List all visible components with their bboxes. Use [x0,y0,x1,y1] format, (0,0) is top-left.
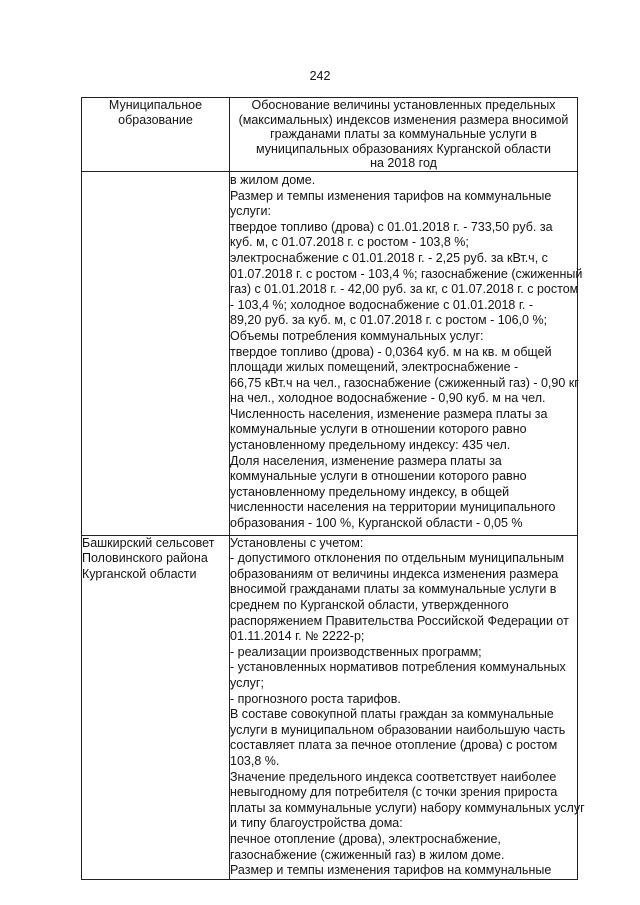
text-line: газоснабжение (сжиженный газ) в жилом доме. [230,847,505,862]
text-line: - установленных нормативов потребления коммунальных [230,660,566,675]
text-line: - допустимого отклонения по отдельным муниципальным [230,551,565,566]
text-line: образования - 100 %, Курганской области - 0,05 % [230,516,523,531]
text-line: Доля населения, изменение размера платы за [230,453,502,468]
text-line: платы за коммунальные услуги) набору коммунальных услуг [230,800,585,815]
text-line: Установлены с учетом: [230,535,364,550]
header-col2-line: гражданами платы за коммунальные услуги в [270,127,537,142]
header-justification [230,98,578,172]
municipality-line: Башкирский сельсовет [82,535,215,550]
header-col2-line: Обоснование величины установленных предельных [251,98,556,112]
text-line: твердое топливо (дрова) с 01.01.2018 г. - 733,50 руб. за [230,219,553,234]
header-col2-line: муниципальных образованиях Курганской области [256,141,551,156]
text-line: составляет плата за печное отопление (дрова) с ростом [230,738,558,753]
table-row [82,535,578,879]
text-line: коммунальные услуги в отношении которого равно [230,422,527,437]
header-col2-line: на 2018 год [370,156,437,171]
text-line: установленному предельному индексу, в общей [230,484,510,499]
text-line: и типу благоустройства дома: [230,816,403,831]
text-line: невыгодному для потребителя (с точки зрения прироста [230,785,558,800]
justification-cell [230,171,583,535]
text-line: услуг; [230,675,264,690]
text-line: В составе совокупной платы граждан за коммунальные [230,707,554,722]
table-row [82,171,578,535]
header-col1-line: образование [118,112,193,127]
text-line: услуги в муниципальном образовании наибольшую часть [230,722,566,737]
text-line: - реализации производственных программ; [230,644,482,659]
text-line: Размер и темпы изменения тарифов на коммунальные [230,863,552,878]
page-number: 242 [309,69,331,83]
text-line: Значение предельного индекса соответствует наиболее [230,769,557,784]
text-line: куб. м, с 01.07.2018 г. с ростом - 103,8 %; [230,235,469,250]
text-line: распоряжением Правительства Российской Федерации от [230,613,569,628]
tariff-table [81,97,585,880]
text-line: вносимой гражданами платы за коммунальные услуги в [230,582,557,597]
text-line: печное отопление (дрова), электроснабжение, [230,831,501,846]
text-line: услуги: [230,204,271,219]
header-col2-line: (максимальных) индексов изменения размера вносимой [238,112,569,127]
text-line: 89,20 руб. за куб. м, с 01.07.2018 г. с ростом - 106,0 %; [230,313,548,328]
header-municipality [82,98,230,172]
text-line: установленному предельному индексу: 435 чел. [230,438,511,453]
text-line: - 103,4 %; холодное водоснабжение с 01.01.2018 г. - [230,297,533,312]
municipality-line: Курганской области [82,566,197,581]
text-line: образованиям от величины индекса изменения размера [230,566,559,581]
text-line: площади жилых помещений, электроснабжение - [230,360,519,375]
justification-cell [230,535,585,879]
text-line: электроснабжение с 01.01.2018 г. - 2,25 руб. за кВт.ч, с [230,250,548,265]
text-line: Размер и темпы изменения тарифов на коммунальные [230,188,552,203]
text-line: на чел., холодное водоснабжение - 0,90 куб. м на чел. [230,391,546,406]
text-line: твердое топливо (дрова) - 0,0364 куб. м на кв. м общей [230,344,552,359]
header-col1-line: Муниципальное [108,98,203,112]
text-line: 01.07.2018 г. с ростом - 103,4 %; газоснабжение (сжиженный [230,266,583,281]
municipality-cell-empty [82,171,230,535]
text-line: 103,8 %. [230,753,280,768]
text-line: - прогнозного роста тарифов. [230,691,401,706]
text-line: в жилом доме. [230,172,316,187]
text-line: Объемы потребления коммунальных услуг: [230,328,484,343]
text-line: 66,75 кВт.ч на чел., газоснабжение (сжиженный газ) - 0,90 кг [230,375,579,390]
text-line: газ) с 01.01.2018 г. - 42,00 руб. за кг, с 01.07.2018 г. с ростом [230,282,579,297]
text-line: Численность населения, изменение размера платы за [230,406,548,421]
text-line: коммунальные услуги в отношении которого равно [230,469,527,484]
municipality-line: Половинского района [82,551,208,566]
text-line: 01.11.2014 г. № 2222-р; [230,629,365,644]
text-line: среднем по Курганской области, утвержденного [230,598,509,612]
municipality-cell [82,535,230,879]
table-header-row [82,98,578,172]
text-line: численности населения на территории муниципального [230,500,556,515]
